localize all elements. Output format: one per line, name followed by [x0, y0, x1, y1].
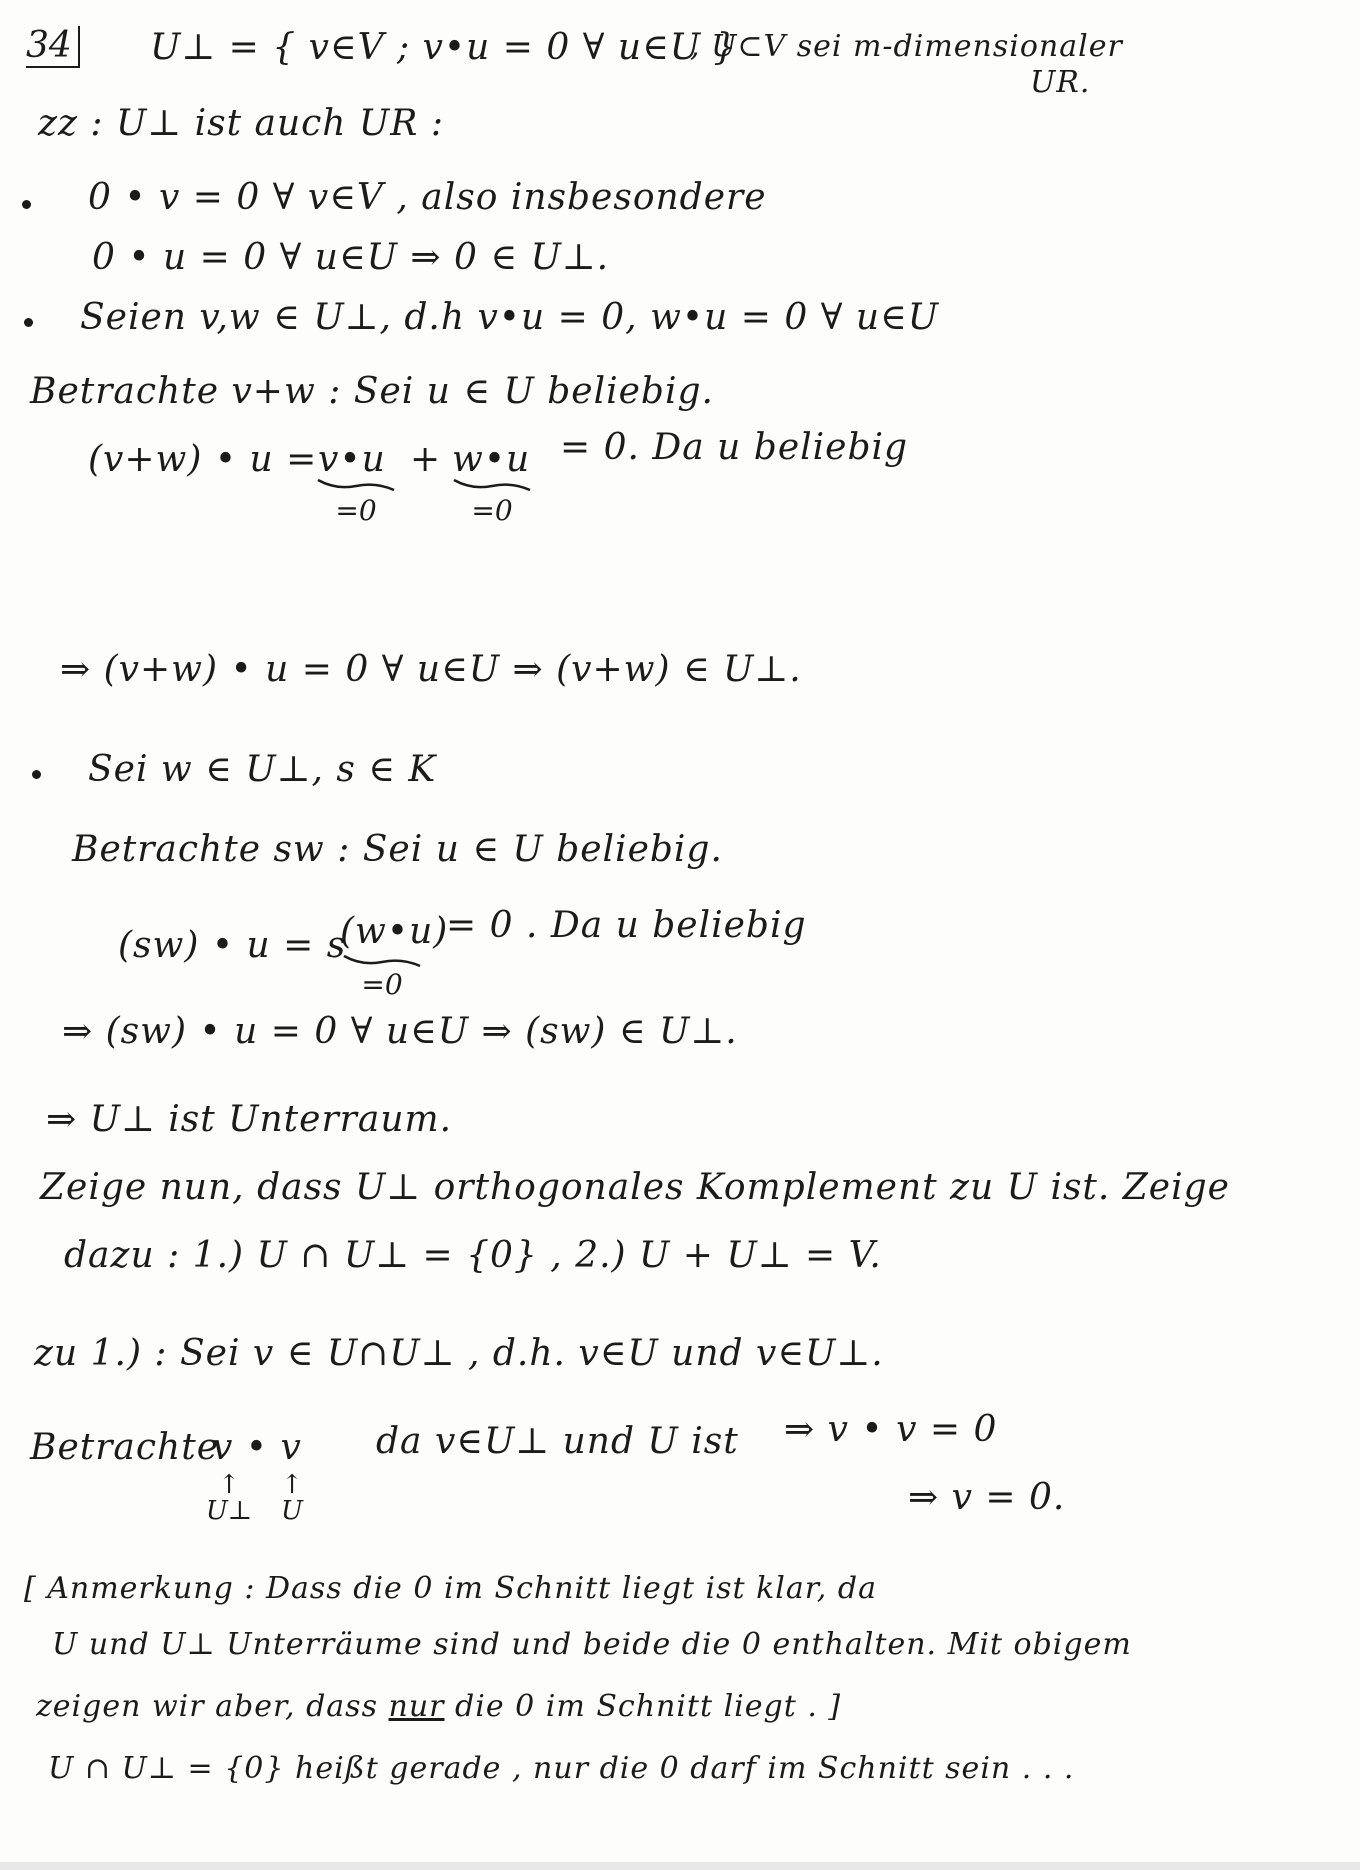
sum-term-1: v•u [318, 439, 386, 480]
subspace-note: , U⊂V sei m-dimensionaler [690, 29, 1123, 64]
remark-line-2: U und U⊥ Unterräume sind und beide die 0 enthalten. Mit obigem [52, 1627, 1132, 1662]
sum-line-3-rhs: = 0. Da u beliebig [560, 427, 909, 468]
remark-line-3 [36, 1690, 841, 1724]
scalar-inner: (w•u) [340, 911, 449, 952]
sum-line-3-lhs: (v+w) • u = [88, 439, 318, 480]
proof1-reason: da v∈U⊥ und U ist [376, 1421, 739, 1462]
scalar-line-3-rhs: = 0 . Da u beliebig [446, 905, 807, 946]
scalar-line-4: ⇒ (sw) • u = 0 ∀ u∈U ⇒ (sw) ∈ U⊥. [62, 1011, 738, 1052]
scalar-line-2: Betrachte sw : Sei u ∈ U beliebig. [72, 829, 723, 870]
remark-line-4: U ∩ U⊥ = {0} heißt gerade , nur die 0 darf im Schnitt sein . . . [48, 1751, 1075, 1786]
orthogonal-complement-definition: U⊥ = { v∈V ; v•u = 0 ∀ u∈U } [150, 27, 738, 68]
next-line-1: Zeige nun, dass U⊥ orthogonales Komplement zu U ist. Zeige [40, 1167, 1230, 1208]
remark-line-3-c: die 0 im Schnitt liegt . ] [455, 1689, 842, 1724]
sum-line-1: Seien v,w ∈ U⊥, d.h v•u = 0, w•u = 0 ∀ u∈U [80, 297, 940, 338]
underbrace-2 [452, 478, 532, 494]
arrow-left-label [204, 1472, 254, 1524]
claim-line: zz : U⊥ ist auch UR : [38, 103, 444, 144]
up-arrow-icon: ↑ [281, 1470, 303, 1500]
bullet-2 [24, 318, 33, 327]
brace-label-3: =0 [361, 968, 403, 1001]
subspace-note-ur: UR. [1030, 65, 1091, 100]
brace-label-2: =0 [471, 494, 513, 527]
proof1-implies-vv-zero: ⇒ v • v = 0 [784, 1409, 998, 1450]
sum-line-4: ⇒ (v+w) • u = 0 ∀ u∈U ⇒ (v+w) ∈ U⊥. [60, 649, 802, 690]
zero-line-1: 0 • v = 0 ∀ v∈V , also insbesondere [88, 177, 767, 218]
scalar-line-1: Sei w ∈ U⊥, s ∈ K [88, 749, 437, 790]
up-arrow-icon: ↑ [218, 1470, 240, 1500]
remark-line-1: [ Anmerkung : Dass die 0 im Schnitt liegt ist klar, da [24, 1571, 877, 1606]
proof1-betrachte: Betrachte [30, 1427, 220, 1468]
arrow-right-text: U [281, 1496, 303, 1526]
underbrace-1 [316, 478, 396, 494]
problem-number: 34 [26, 26, 80, 68]
proof1-line-1: zu 1.) : Sei v ∈ U∩U⊥ , d.h. v∈U und v∈U⊥. [34, 1333, 884, 1374]
sum-plus: + [410, 439, 442, 480]
arrow-left-text: U⊥ [205, 1496, 253, 1526]
scalar-line-3-lhs: (sw) • u = s [118, 925, 347, 966]
scan-edge [0, 1862, 1360, 1870]
brace-label-1: =0 [335, 494, 377, 527]
bullet-1 [22, 200, 31, 209]
sum-term-2: w•u [452, 439, 531, 480]
bullet-3 [32, 770, 41, 779]
next-line-2: dazu : 1.) U ∩ U⊥ = {0} , 2.) U + U⊥ = V. [64, 1235, 882, 1276]
arrow-right-label [272, 1472, 312, 1524]
remark-nur: nur [388, 1689, 445, 1724]
proof1-vv: v • v [212, 1427, 302, 1468]
proof1-v-zero: ⇒ v = 0. [908, 1477, 1066, 1518]
remark-line-3-a: zeigen wir aber, dass [36, 1689, 378, 1724]
sum-line-2: Betrachte v+w : Sei u ∈ U beliebig. [30, 371, 714, 412]
zero-line-2: 0 • u = 0 ∀ u∈U ⇒ 0 ∈ U⊥. [92, 237, 610, 278]
conclusion-line: ⇒ U⊥ ist Unterraum. [46, 1099, 453, 1140]
